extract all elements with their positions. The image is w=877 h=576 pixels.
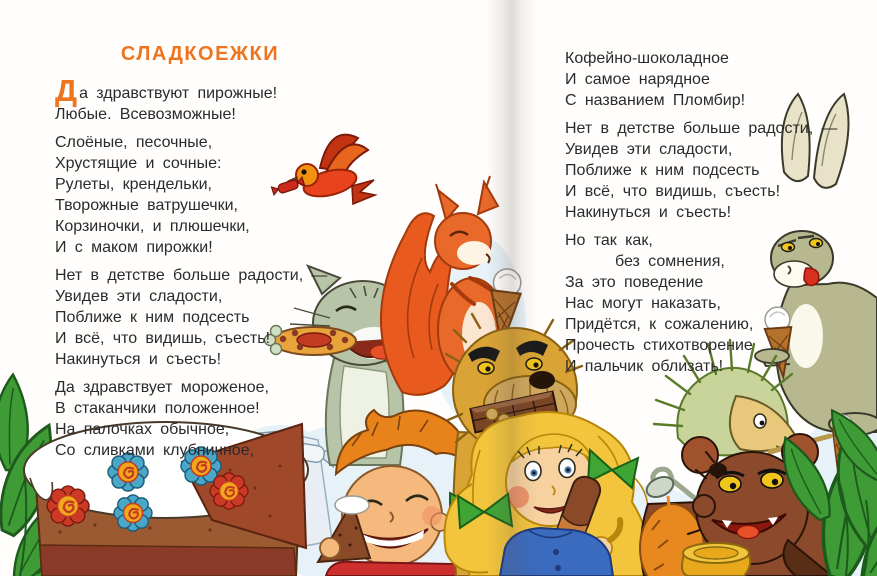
poem-line: Нет в детстве больше радости, — [565, 120, 838, 137]
poem-line: И всё, что видишь, съесть! [565, 183, 781, 200]
poem-line [55, 73, 367, 108]
stanza [55, 132, 367, 258]
poem-line: Поближе к ним подсесть [55, 309, 250, 326]
poem-line: Со сливками клубничное, [55, 442, 255, 459]
poem-line: без сомнения, [615, 253, 725, 270]
poem-line: Да здравствует мороженое, [55, 379, 269, 396]
left-page-text [55, 44, 367, 468]
stanza [55, 377, 367, 461]
stanza [565, 48, 865, 111]
poem-line: Кофейно-шоколадное [565, 50, 729, 67]
poem-line-text: а здравствуют пирожные! [79, 85, 278, 102]
poem-line: За это поведение [565, 274, 704, 291]
stanza [565, 118, 865, 223]
poem-line: И самое нарядное [565, 71, 710, 88]
poem-line: Накинуться и съесть! [55, 351, 222, 368]
poem-line: И с маком пирожки! [55, 239, 213, 256]
poem-line: Слоёные, песочные, [55, 134, 213, 151]
poem-line: На палочках обычное, [55, 421, 230, 438]
poem-line: Творожные ватрушечки, [55, 197, 238, 214]
honey-pot-icon [682, 543, 750, 576]
stanza [55, 265, 367, 370]
poem-line: Накинуться и съесть! [565, 204, 732, 221]
poem-line: Хрустящие и сочные: [55, 155, 222, 172]
poem-line: Любые. Всевозможные! [55, 106, 236, 123]
poem-line: Нет в детстве больше радости, — [55, 267, 328, 284]
poem-line: Нас могут наказать, [565, 295, 721, 312]
poem-line: И всё, что видишь, съесть! [55, 330, 271, 347]
poem-line: Поближе к ним подсесть [565, 162, 760, 179]
poem-line: С названием Пломбир! [565, 92, 746, 109]
poem-line: В стаканчики положенное! [55, 400, 260, 417]
poem-line: Увидев эти сладости, [55, 288, 223, 305]
stanza [565, 230, 865, 377]
drop-cap: Д [55, 73, 78, 108]
poem-line: Рулеты, крендельки, [55, 176, 212, 193]
poem-line: Увидев эти сладости, [565, 141, 733, 158]
poem-title: СЛАДКОЕЖКИ [120, 43, 280, 65]
poem-line: Корзиночки, и плюшечки, [55, 218, 250, 235]
poem-line: Но так как, [565, 232, 653, 249]
right-page-text [565, 48, 865, 384]
stanza [55, 73, 367, 125]
poem-line: И пальчик облизать! [565, 358, 724, 375]
poem-line: Прочесть стихотворение [565, 337, 753, 354]
poem-line: Придётся, к сожалению, [565, 316, 754, 333]
